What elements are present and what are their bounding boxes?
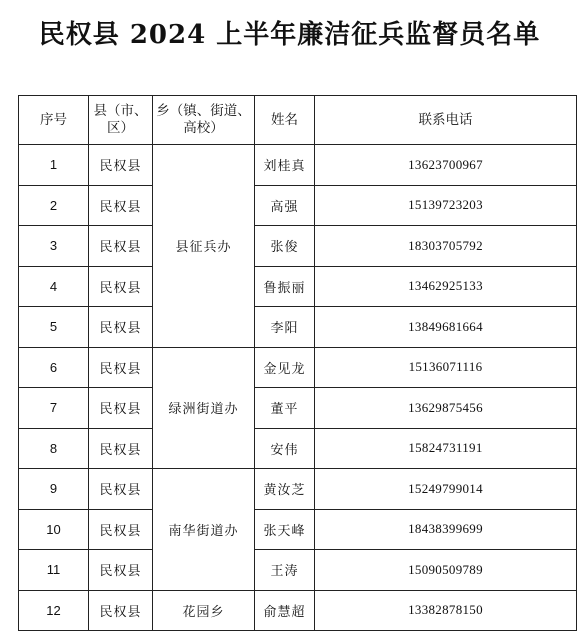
cell-name: 安伟 (255, 428, 315, 469)
cell-serial-number: 7 (19, 388, 89, 429)
cell-county: 民权县 (89, 185, 153, 226)
cell-township: 南华街道办 (153, 469, 255, 591)
document-title: 民权县 2024 上半年廉洁征兵监督员名单 (38, 20, 541, 50)
table-row (19, 388, 577, 429)
cell-county: 民权县 (89, 307, 153, 348)
cell-name: 高强 (255, 185, 315, 226)
cell-phone: 13382878150 (315, 590, 577, 631)
table-row (19, 469, 577, 510)
table-row (19, 145, 577, 186)
table-row (19, 185, 577, 226)
cell-serial-number: 11 (19, 550, 89, 591)
cell-name: 王涛 (255, 550, 315, 591)
cell-serial-number: 3 (19, 226, 89, 267)
cell-name: 董平 (255, 388, 315, 429)
cell-phone: 15249799014 (315, 469, 577, 510)
table-row (19, 307, 577, 348)
cell-phone: 15824731191 (315, 428, 577, 469)
header-serial-number: 序号 (19, 96, 89, 145)
cell-name: 张天峰 (255, 509, 315, 550)
cell-serial-number: 4 (19, 266, 89, 307)
cell-county: 民权县 (89, 388, 153, 429)
cell-phone: 15090509789 (315, 550, 577, 591)
cell-phone: 13623700967 (315, 145, 577, 186)
cell-phone: 13849681664 (315, 307, 577, 348)
cell-phone: 13629875456 (315, 388, 577, 429)
cell-serial-number: 12 (19, 590, 89, 631)
header-phone: 联系电话 (315, 96, 577, 145)
cell-serial-number: 8 (19, 428, 89, 469)
cell-county: 民权县 (89, 469, 153, 510)
cell-name: 俞慧超 (255, 590, 315, 631)
table-row (19, 266, 577, 307)
cell-name: 刘桂真 (255, 145, 315, 186)
cell-phone: 13462925133 (315, 266, 577, 307)
cell-name: 金见龙 (255, 347, 315, 388)
cell-phone: 18303705792 (315, 226, 577, 267)
cell-serial-number: 9 (19, 469, 89, 510)
cell-township: 绿洲街道办 (153, 347, 255, 469)
cell-county: 民权县 (89, 145, 153, 186)
cell-name: 张俊 (255, 226, 315, 267)
header-name: 姓名 (255, 96, 315, 145)
table-header-row (19, 96, 577, 145)
cell-phone: 15139723203 (315, 185, 577, 226)
cell-county: 民权县 (89, 428, 153, 469)
table-row (19, 590, 577, 631)
table-row (19, 550, 577, 591)
cell-serial-number: 2 (19, 185, 89, 226)
cell-township: 花园乡 (153, 590, 255, 631)
cell-county: 民权县 (89, 550, 153, 591)
cell-name: 鲁振丽 (255, 266, 315, 307)
cell-township: 县征兵办 (153, 145, 255, 348)
cell-county: 民权县 (89, 226, 153, 267)
cell-county: 民权县 (89, 266, 153, 307)
supervisor-table (18, 95, 577, 631)
header-county: 县（市、区） (89, 96, 153, 145)
cell-county: 民权县 (89, 347, 153, 388)
header-township: 乡（镇、街道、高校） (153, 96, 255, 145)
table-row (19, 428, 577, 469)
cell-serial-number: 1 (19, 145, 89, 186)
cell-phone: 15136071116 (315, 347, 577, 388)
cell-serial-number: 5 (19, 307, 89, 348)
cell-phone: 18438399699 (315, 509, 577, 550)
cell-name: 李阳 (255, 307, 315, 348)
table-row (19, 347, 577, 388)
cell-county: 民权县 (89, 590, 153, 631)
cell-county: 民权县 (89, 509, 153, 550)
table-row (19, 226, 577, 267)
table-row (19, 509, 577, 550)
cell-name: 黄汝芝 (255, 469, 315, 510)
cell-serial-number: 6 (19, 347, 89, 388)
cell-serial-number: 10 (19, 509, 89, 550)
